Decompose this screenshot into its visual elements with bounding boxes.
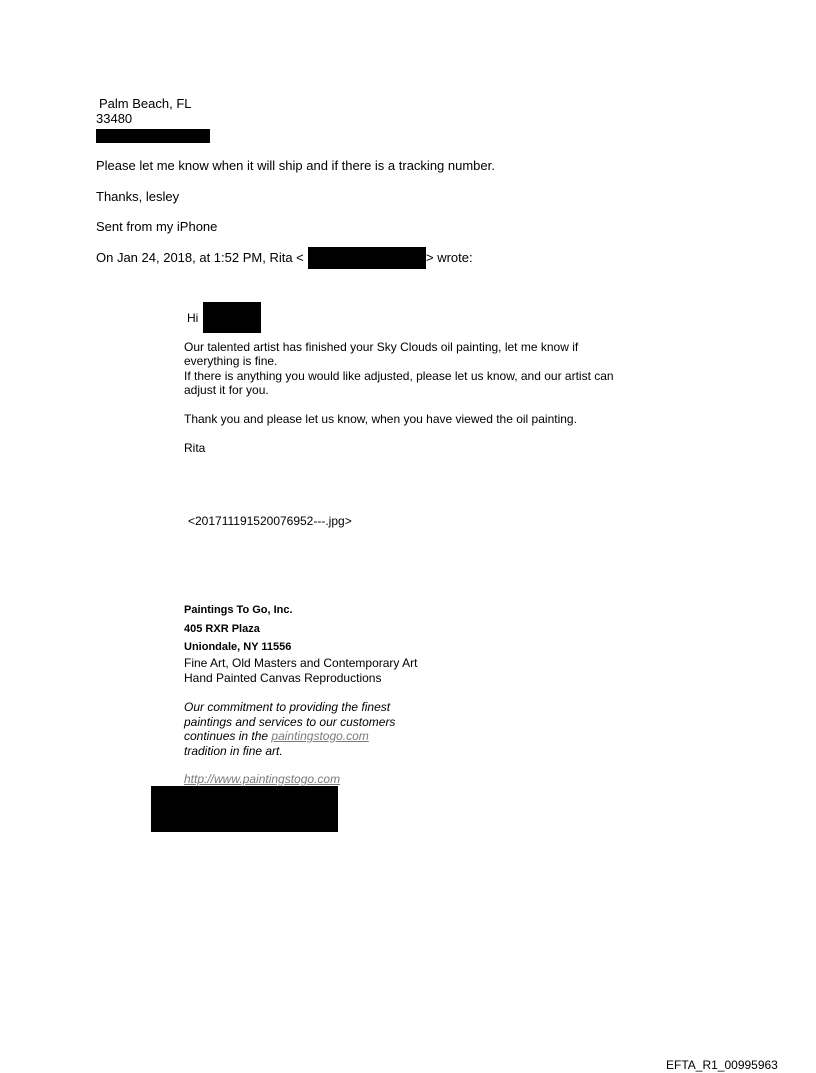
document-id: EFTA_R1_00995963: [666, 1058, 778, 1072]
company-city: Uniondale, NY 11556: [184, 641, 292, 653]
attachment-file: <201711191520076952---.jpg>: [188, 514, 352, 528]
address-zip: 33480: [96, 111, 133, 126]
body-line-3: If there is anything you would like adjusted, please let us know, and our artist can: [184, 369, 614, 383]
reply-request: Please let me know when it will ship and if there is a tracking number.: [96, 158, 495, 173]
greeting: Hi: [187, 311, 199, 325]
sent-from: Sent from my iPhone: [96, 219, 218, 234]
body-line-2: everything is fine.: [184, 354, 278, 368]
body-line-1: Our talented artist has finished your Sky Clouds oil painting, let me know if: [184, 340, 579, 354]
commitment-line-3: [184, 729, 369, 744]
body-para-2: Thank you and please let us know, when you have viewed the oil painting.: [184, 412, 577, 426]
paintingstogo-link[interactable]: paintingstogo.com: [271, 729, 369, 743]
signature: Rita: [184, 441, 206, 455]
redaction-block: [151, 786, 338, 832]
company-street: 405 RXR Plaza: [184, 623, 260, 635]
body-line-4: adjust it for you.: [184, 383, 269, 397]
company-name: Paintings To Go, Inc.: [184, 604, 293, 616]
company-tagline-1: Fine Art, Old Masters and Contemporary Art: [184, 656, 418, 670]
redaction-block: [308, 247, 426, 269]
address-city: Palm Beach, FL: [99, 96, 192, 111]
website-link[interactable]: http://www.paintingstogo.com: [184, 772, 341, 786]
redaction-block: [203, 302, 261, 333]
reply-thanks: Thanks, lesley: [96, 189, 180, 204]
quote-header-suffix: > wrote:: [426, 250, 473, 265]
commitment-prefix: continues in the: [184, 729, 272, 743]
commitment-line-2: paintings and services to our customers: [184, 715, 396, 729]
company-tagline-2: Hand Painted Canvas Reproductions: [184, 671, 382, 685]
quote-header-prefix: On Jan 24, 2018, at 1:52 PM, Rita <: [96, 250, 304, 265]
commitment-line-4: tradition in fine art.: [184, 744, 283, 758]
redaction-block: [96, 129, 210, 143]
commitment-line-1: Our commitment to providing the finest: [184, 700, 391, 714]
